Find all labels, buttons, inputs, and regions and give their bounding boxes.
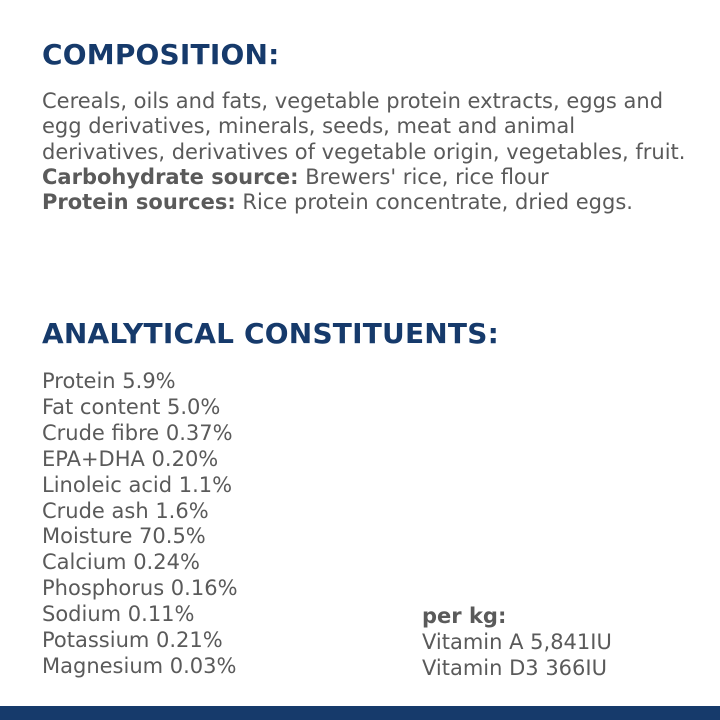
carbohydrate-value: Brewers' rice, rice flour	[298, 164, 549, 189]
list-item: Calcium 0.24%	[42, 550, 200, 575]
carbohydrate-label: Carbohydrate source:	[42, 164, 299, 189]
constituents-list	[42, 369, 238, 680]
per-kg-title: per kg:	[422, 604, 507, 628]
list-item: Magnesium 0.03%	[42, 653, 237, 678]
list-item: Protein 5.9%	[42, 369, 176, 393]
composition-heading: COMPOSITION:	[42, 38, 280, 71]
protein-label: Protein sources:	[42, 190, 236, 215]
bottom-bar	[0, 706, 720, 720]
protein-value: Rice protein concentrate, dried eggs.	[235, 190, 633, 215]
vitamin-d3: Vitamin D3 366IU	[422, 655, 607, 680]
vitamin-a: Vitamin A 5,841IU	[422, 629, 612, 654]
list-item: Crude fibre 0.37%	[42, 420, 233, 445]
list-item: Crude ash 1.6%	[42, 498, 209, 523]
analytical-heading: ANALYTICAL CONSTITUENTS:	[42, 317, 499, 350]
list-item: Potassium 0.21%	[42, 628, 223, 653]
per-kg-section	[422, 604, 612, 682]
composition-section	[42, 89, 702, 215]
list-item: Sodium 0.11%	[42, 602, 195, 627]
list-item: Fat content 5.0%	[42, 394, 221, 419]
protein-sources	[42, 190, 702, 215]
list-item: Linoleic acid 1.1%	[42, 472, 233, 497]
list-item: Phosphorus 0.16%	[42, 576, 238, 601]
carbohydrate-source	[42, 165, 702, 190]
list-item: EPA+DHA 0.20%	[42, 446, 219, 471]
composition-text: Cereals, oils and fats, vegetable protein extracts, eggs and egg derivatives, minerals, seeds, meat and animal derivatives, derivatives of vegetable origin, vegetables, fruit.	[42, 89, 686, 164]
list-item: Moisture 70.5%	[42, 524, 206, 549]
